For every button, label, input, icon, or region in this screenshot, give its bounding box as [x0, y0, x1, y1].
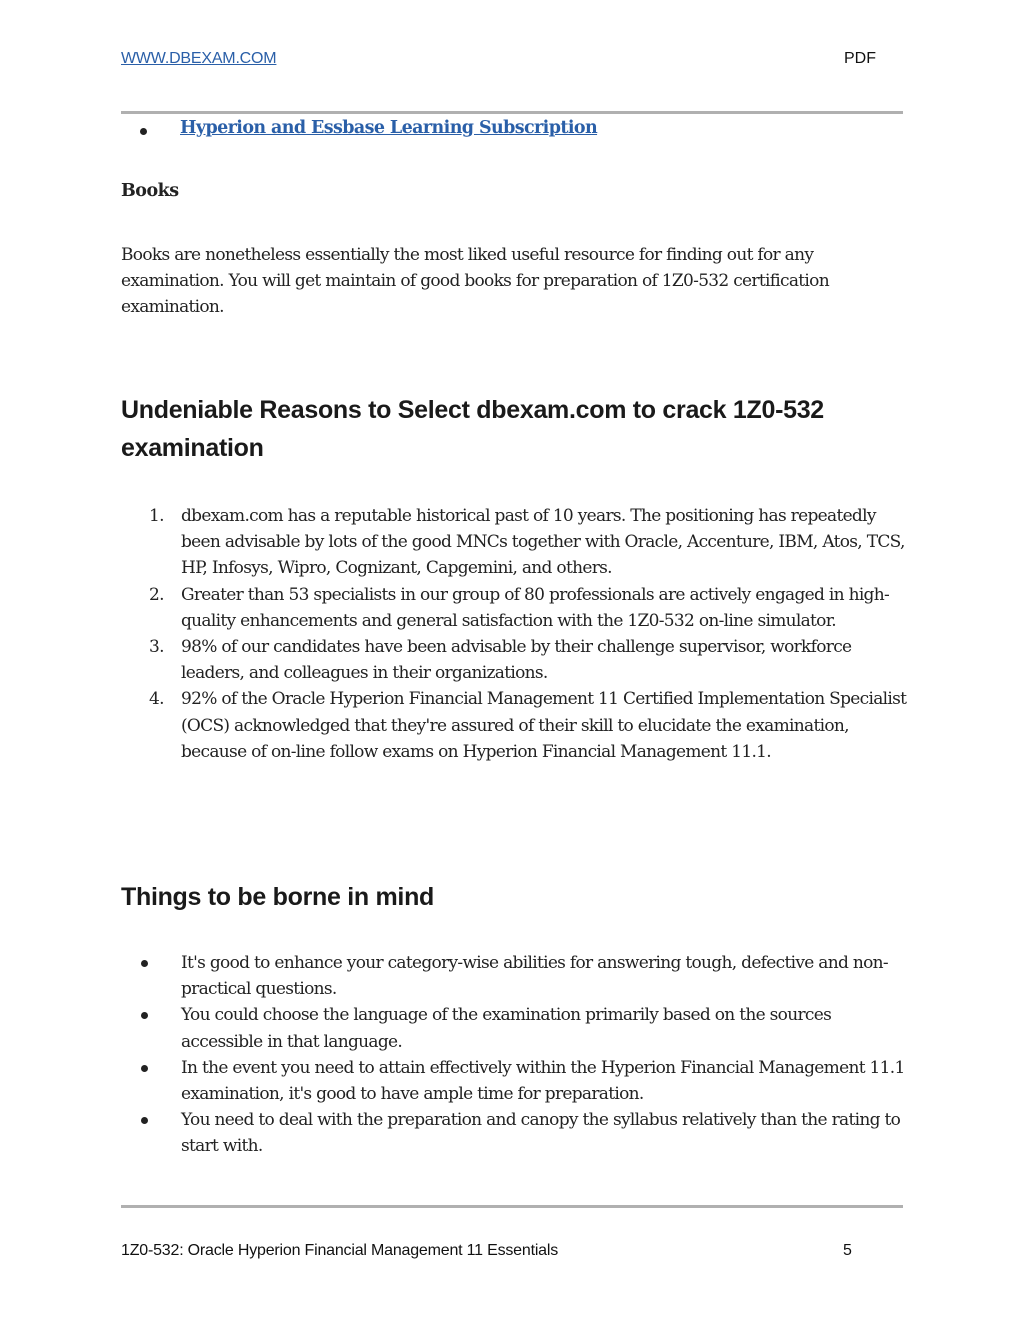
bullet-icon [141, 960, 148, 967]
list-item [121, 950, 911, 1002]
header-divider [121, 111, 903, 114]
bullet-icon [141, 1012, 148, 1019]
list-number: 4. [149, 689, 164, 710]
list-item-text: It's good to enhance your category-wise abilities for answering tough, defective and non-practical questions. [181, 953, 888, 1000]
list-item-text: 98% of our candidates have been advisable by their challenge supervisor, workforce leaders, and colleagues in their organizations. [181, 637, 852, 684]
bullet-icon [140, 128, 147, 135]
bullet-icon [141, 1065, 148, 1072]
list-number: 3. [149, 637, 164, 658]
books-heading: Books [121, 181, 179, 201]
things-list [121, 950, 911, 1160]
list-item [121, 634, 911, 686]
list-item-text: In the event you need to attain effectively within the Hyperion Financial Management 11.1 examination, it's good to have ample time for preparation. [181, 1057, 905, 1105]
list-item-text: You could choose the language of the examination primarily based on the sources accessible in that language. [181, 1005, 832, 1052]
header-pdf-label: PDF [844, 50, 876, 67]
bullet-icon [141, 1117, 148, 1124]
list-number: 1. [149, 506, 164, 526]
list-item-text: dbexam.com has a reputable historical past of 10 years. The positioning has repeatedly been advisable by lots of the good MNCs together with Oracle, Accenture, IBM, Atos, TCS, HP, Infosys, Wipro, Cognizant, Capgemini, and others. [181, 506, 905, 579]
list-item [121, 582, 911, 634]
list-item [121, 503, 911, 582]
things-heading: Things to be borne in mind [121, 883, 435, 911]
reasons-heading: Undeniable Reasons to Select dbexam.com to crack 1Z0-532 examination [121, 396, 824, 462]
footer-title: 1Z0-532: Oracle Hyperion Financial Management 11 Essentials [121, 1242, 559, 1259]
list-item [121, 1002, 911, 1054]
page-number: 5 [843, 1242, 852, 1259]
list-item-text: 92% of the Oracle Hyperion Financial Management 11 Certified Implementation Specialist (OCS) acknowledged that they're assured of their skill to elucidate the examination, because of on-line follow exams on Hyperion Financial Management 11.1. [181, 689, 907, 762]
footer-divider [121, 1205, 903, 1208]
site-link[interactable]: WWW.DBEXAM.COM [121, 50, 277, 67]
learning-subscription-link[interactable]: Hyperion and Essbase Learning Subscription [180, 118, 598, 138]
list-item [121, 1055, 911, 1107]
books-paragraph: Books are nonetheless essentially the most liked useful resource for finding out for any examination. You will get maintain of good books for preparation of 1Z0-532 certification examination. [121, 245, 829, 317]
list-item-text: Greater than 53 specialists in our group of 80 professionals are actively engaged in high-quality enhancements and general satisfaction with the 1Z0-532 on-line simulator. [181, 584, 890, 631]
list-number: 2. [149, 584, 164, 605]
reasons-list [121, 503, 911, 765]
list-item [121, 686, 911, 765]
list-item [121, 1107, 911, 1159]
list-item-text: You need to deal with the preparation and canopy the syllabus relatively than the rating to start with. [181, 1110, 901, 1157]
